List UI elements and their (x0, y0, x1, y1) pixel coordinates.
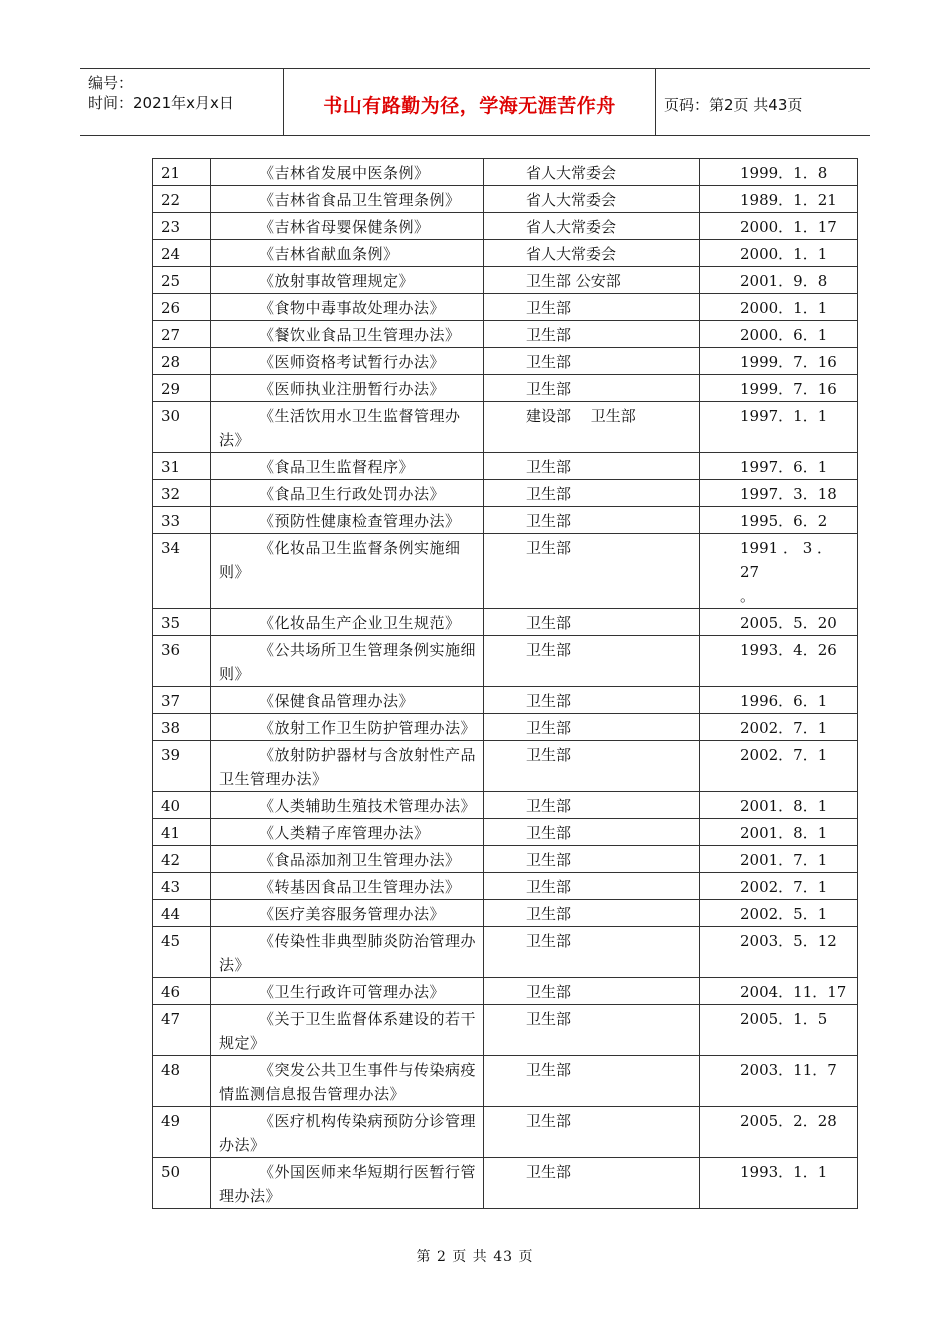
row-number: 23 (153, 213, 211, 240)
row-number: 27 (153, 321, 211, 348)
issuing-authority: 卫生部 (484, 978, 700, 1005)
row-number: 33 (153, 507, 211, 534)
issuing-authority: 卫生部 (484, 321, 700, 348)
regulations-table (152, 158, 858, 1209)
table-row (153, 927, 858, 978)
issuing-authority: 卫生部 (484, 507, 700, 534)
regulation-name: 《外国医师来华短期行医暂行管理办法》 (211, 1158, 484, 1209)
issuing-authority: 省人大常委会 (484, 186, 700, 213)
row-number: 28 (153, 348, 211, 375)
regulation-name: 《放射事故管理规定》 (211, 267, 484, 294)
regulations-table-body (153, 159, 858, 1209)
row-number: 34 (153, 534, 211, 609)
issuing-authority: 卫生部 (484, 819, 700, 846)
table-row (153, 900, 858, 927)
effective-date: 2000．1．1 (700, 294, 858, 321)
effective-date: 2001．8．1 (700, 819, 858, 846)
regulation-name: 《传染性非典型肺炎防治管理办法》 (211, 927, 484, 978)
regulation-name: 《吉林省母婴保健条例》 (211, 213, 484, 240)
row-number: 38 (153, 714, 211, 741)
table-row (153, 741, 858, 792)
regulation-name: 《吉林省发展中医条例》 (211, 159, 484, 186)
row-number: 37 (153, 687, 211, 714)
regulation-name: 《卫生行政许可管理办法》 (211, 978, 484, 1005)
row-number: 50 (153, 1158, 211, 1209)
table-row (153, 453, 858, 480)
issuing-authority: 卫生部 (484, 687, 700, 714)
row-number: 42 (153, 846, 211, 873)
effective-date: 1993．4．26 (700, 636, 858, 687)
regulation-name: 《化妆品生产企业卫生规范》 (211, 609, 484, 636)
effective-date: 1989．1．21 (700, 186, 858, 213)
table-row (153, 687, 858, 714)
issuing-authority: 省人大常委会 (484, 213, 700, 240)
effective-date: 1993．1．1 (700, 1158, 858, 1209)
header-divider (655, 69, 656, 135)
regulation-name: 《食品添加剂卫生管理办法》 (211, 846, 484, 873)
row-number: 39 (153, 741, 211, 792)
effective-date: 2005．1．5 (700, 1005, 858, 1056)
table-row (153, 873, 858, 900)
effective-date: 2005．5．20 (700, 609, 858, 636)
table-row (153, 846, 858, 873)
header-motto: 书山有路勤为径，学海无涯苦作舟 (323, 95, 616, 117)
table-row (153, 402, 858, 453)
table-row (153, 609, 858, 636)
effective-date: 2003．5．12 (700, 927, 858, 978)
header-date: 时间：2021年x月x日 (88, 94, 234, 112)
regulation-name: 《医疗美容服务管理办法》 (211, 900, 484, 927)
table-row (153, 792, 858, 819)
table-row (153, 1107, 858, 1158)
regulation-name: 《关于卫生监督体系建设的若干规定》 (211, 1005, 484, 1056)
effective-date: 2000．1．17 (700, 213, 858, 240)
effective-date: 2002．7．1 (700, 741, 858, 792)
page-footer: 第 2 页 共 43 页 (416, 1249, 534, 1265)
row-number: 43 (153, 873, 211, 900)
issuing-authority: 卫生部 (484, 741, 700, 792)
regulation-name: 《人类辅助生殖技术管理办法》 (211, 792, 484, 819)
issuing-authority: 卫生部 (484, 846, 700, 873)
issuing-authority: 卫生部 (484, 1158, 700, 1209)
regulation-name: 《食品卫生监督程序》 (211, 453, 484, 480)
effective-date: 2005．2．28 (700, 1107, 858, 1158)
regulation-name: 《保健食品管理办法》 (211, 687, 484, 714)
regulation-name: 《公共场所卫生管理条例实施细则》 (211, 636, 484, 687)
table-row (153, 636, 858, 687)
effective-date: 2001．7．1 (700, 846, 858, 873)
table-row (153, 294, 858, 321)
regulation-name: 《医师执业注册暂行办法》 (211, 375, 484, 402)
issuing-authority: 卫生部 (484, 1107, 700, 1158)
issuing-authority: 卫生部 (484, 348, 700, 375)
table-row (153, 321, 858, 348)
row-number: 44 (153, 900, 211, 927)
effective-date: 2002．7．1 (700, 873, 858, 900)
row-number: 40 (153, 792, 211, 819)
table-row (153, 267, 858, 294)
regulation-name: 《转基因食品卫生管理办法》 (211, 873, 484, 900)
effective-date: 1999．7．16 (700, 348, 858, 375)
issuing-authority: 卫生部 (484, 294, 700, 321)
regulation-name: 《餐饮业食品卫生管理办法》 (211, 321, 484, 348)
table-row (153, 1056, 858, 1107)
header-meta (88, 73, 234, 113)
issuing-authority: 卫生部 (484, 900, 700, 927)
row-number: 45 (153, 927, 211, 978)
effective-date: 2002．5．1 (700, 900, 858, 927)
row-number: 31 (153, 453, 211, 480)
regulation-name: 《吉林省献血条例》 (211, 240, 484, 267)
row-number: 32 (153, 480, 211, 507)
row-number: 35 (153, 609, 211, 636)
effective-date: 1997．3．18 (700, 480, 858, 507)
row-number: 36 (153, 636, 211, 687)
issuing-authority: 卫生部 (484, 873, 700, 900)
issuing-authority: 卫生部 (484, 609, 700, 636)
row-number: 30 (153, 402, 211, 453)
row-number: 41 (153, 819, 211, 846)
regulation-name: 《放射工作卫生防护管理办法》 (211, 714, 484, 741)
effective-date: 2004．11．17 (700, 978, 858, 1005)
table-row (153, 159, 858, 186)
table-row (153, 240, 858, 267)
regulation-name: 《人类精子库管理办法》 (211, 819, 484, 846)
table-row (153, 213, 858, 240)
effective-date: 2000．6．1 (700, 321, 858, 348)
effective-date: 1996．6．1 (700, 687, 858, 714)
issuing-authority: 省人大常委会 (484, 159, 700, 186)
table-row (153, 1005, 858, 1056)
row-number: 29 (153, 375, 211, 402)
effective-date: 2000．1．1 (700, 240, 858, 267)
row-number: 47 (153, 1005, 211, 1056)
row-number: 26 (153, 294, 211, 321)
row-number: 24 (153, 240, 211, 267)
issuing-authority: 建设部 卫生部 (484, 402, 700, 453)
effective-date: 1997．6．1 (700, 453, 858, 480)
issuing-authority: 卫生部 (484, 453, 700, 480)
effective-date: 1995．6．2 (700, 507, 858, 534)
table-row (153, 480, 858, 507)
table-row (153, 714, 858, 741)
row-number: 22 (153, 186, 211, 213)
table-row (153, 348, 858, 375)
regulation-name: 《食品卫生行政处罚办法》 (211, 480, 484, 507)
issuing-authority: 卫生部 (484, 1005, 700, 1056)
issuing-authority: 卫生部 (484, 1056, 700, 1107)
issuing-authority: 省人大常委会 (484, 240, 700, 267)
table-row (153, 507, 858, 534)
table-row (153, 819, 858, 846)
header-page-number: 页码：第2页 共43页 (664, 96, 803, 114)
effective-date: 2003．11．7 (700, 1056, 858, 1107)
regulation-name: 《医师资格考试暂行办法》 (211, 348, 484, 375)
issuing-authority: 卫生部 (484, 534, 700, 609)
table-row (153, 186, 858, 213)
regulation-name: 《预防性健康检查管理办法》 (211, 507, 484, 534)
page-header (80, 68, 870, 136)
table-row (153, 1158, 858, 1209)
issuing-authority: 卫生部 (484, 375, 700, 402)
effective-date: 1999．1．8 (700, 159, 858, 186)
issuing-authority: 卫生部 公安部 (484, 267, 700, 294)
regulation-name: 《放射防护器材与含放射性产品卫生管理办法》 (211, 741, 484, 792)
table-row (153, 375, 858, 402)
effective-date: 1999．7．16 (700, 375, 858, 402)
regulation-name: 《化妆品卫生监督条例实施细则》 (211, 534, 484, 609)
header-serial-label: 编号： (88, 74, 134, 92)
regulation-name: 《医疗机构传染病预防分诊管理办法》 (211, 1107, 484, 1158)
issuing-authority: 卫生部 (484, 636, 700, 687)
effective-date: 2002．7．1 (700, 714, 858, 741)
effective-date: 1997．1．1 (700, 402, 858, 453)
issuing-authority: 卫生部 (484, 480, 700, 507)
regulation-name: 《吉林省食品卫生管理条例》 (211, 186, 484, 213)
table-row (153, 978, 858, 1005)
effective-date: 1991 ． 3 ． 27 。 (700, 534, 858, 609)
issuing-authority: 卫生部 (484, 792, 700, 819)
row-number: 25 (153, 267, 211, 294)
row-number: 21 (153, 159, 211, 186)
row-number: 46 (153, 978, 211, 1005)
effective-date: 2001．8．1 (700, 792, 858, 819)
table-row (153, 534, 858, 609)
effective-date: 2001．9．8 (700, 267, 858, 294)
issuing-authority: 卫生部 (484, 927, 700, 978)
row-number: 48 (153, 1056, 211, 1107)
issuing-authority: 卫生部 (484, 714, 700, 741)
regulation-name: 《生活饮用水卫生监督管理办法》 (211, 402, 484, 453)
regulation-name: 《突发公共卫生事件与传染病疫情监测信息报告管理办法》 (211, 1056, 484, 1107)
regulation-name: 《食物中毒事故处理办法》 (211, 294, 484, 321)
row-number: 49 (153, 1107, 211, 1158)
